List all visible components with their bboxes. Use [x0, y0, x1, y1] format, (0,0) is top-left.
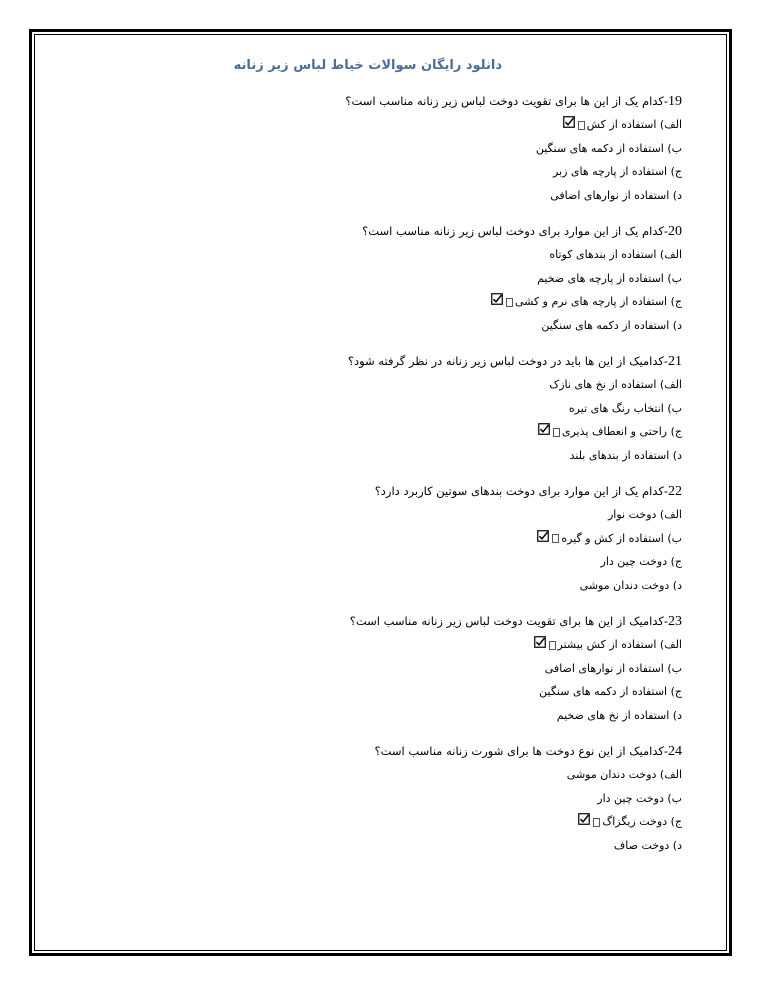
- checked-box-icon: [563, 113, 575, 137]
- question-block: [60, 740, 682, 857]
- answer-option: [60, 444, 682, 468]
- question-text: [60, 740, 682, 763]
- answer-option-label: ج) استفاده از پارچه های نرم و کشی: [514, 295, 682, 308]
- answer-option-label: ب) استفاده از پارچه های ضخیم: [537, 271, 682, 285]
- answer-option-label: د) استفاده از دکمه های سنگین: [541, 318, 682, 332]
- answer-option-label: الف) استفاده از کش: [586, 118, 682, 131]
- answer-option-label: الف) استفاده از بندهای کوتاه: [549, 248, 682, 261]
- answer-option-label: الف) دوخت نوار: [607, 508, 682, 521]
- answer-option: [60, 267, 682, 291]
- checked-box-icon: [537, 527, 549, 551]
- question-block: [60, 220, 682, 337]
- empty-box-glyph-icon: [552, 534, 559, 543]
- checked-box-icon: [491, 290, 503, 314]
- answer-option: [60, 243, 682, 267]
- answer-option-label: د) استفاده از بندهای بلند: [569, 448, 682, 462]
- empty-box-glyph-icon: [506, 298, 513, 307]
- question-block: [60, 350, 682, 467]
- question-number: 20: [668, 224, 682, 239]
- answer-option: [60, 160, 682, 184]
- question-label: کدامیک از این نوع دوخت ها برای شورت زنانه مناسب است؟: [374, 744, 664, 758]
- answer-option-label: ج) دوخت چین دار: [600, 555, 682, 568]
- answer-option-label: د) استفاده از نخ های ضخیم: [556, 708, 682, 722]
- question-label: کدام یک از این ها برای تقویت دوخت لباس زیر زنانه مناسب است؟: [345, 94, 664, 108]
- answer-option-label: الف) استفاده از کش بیشتر: [557, 638, 682, 651]
- question-separator: -: [663, 354, 668, 368]
- question-text: [60, 220, 682, 243]
- answer-option-label: ج) راحتی و انعطاف پذیری: [561, 425, 682, 438]
- answer-option: [60, 550, 682, 574]
- checked-box-icon: [578, 810, 590, 834]
- empty-box-glyph-icon: [578, 121, 585, 130]
- answer-option: [60, 420, 682, 444]
- answer-option-label: ب) دوخت چین دار: [597, 791, 682, 805]
- question-separator: -: [663, 744, 668, 758]
- answer-option: [60, 184, 682, 208]
- empty-box-glyph-icon: [549, 641, 556, 650]
- question-label: کدام یک از این موارد برای دوخت لباس زیر زنانه مناسب است؟: [362, 224, 664, 238]
- question-text: [60, 480, 682, 503]
- question-separator: -: [663, 484, 668, 498]
- answer-option: [60, 704, 682, 728]
- question-number: 19: [668, 94, 682, 109]
- answer-option-label: الف) دوخت دندان موشی: [566, 768, 682, 781]
- question-text: [60, 610, 682, 633]
- document-body: [60, 0, 682, 994]
- question-label: کدامیک از این ها باید در دوخت لباس زیر زنانه در نظر گرفته شود؟: [347, 354, 664, 368]
- question-separator: -: [663, 224, 668, 238]
- answer-option: [60, 503, 682, 527]
- answer-option: [60, 657, 682, 681]
- question-block: [60, 610, 682, 727]
- question-number: 24: [668, 744, 682, 759]
- question-text: [60, 90, 682, 113]
- question-number: 23: [668, 614, 682, 629]
- answer-option: [60, 834, 682, 858]
- answer-option-label: د) دوخت دندان موشی: [579, 578, 682, 592]
- answer-option-label: د) استفاده از نوارهای اضافی: [550, 188, 682, 202]
- question-separator: -: [663, 614, 668, 628]
- checked-box-icon: [538, 420, 550, 444]
- empty-box-glyph-icon: [553, 428, 560, 437]
- question-label: کدامیک از این ها برای تقویت دوخت لباس زیر زنانه مناسب است؟: [349, 614, 664, 628]
- answer-option-label: ب) استفاده از دکمه های سنگین: [535, 141, 682, 155]
- document-title: دانلود رایگان سوالات خیاط لباس زیر زنانه: [233, 58, 502, 73]
- answer-option-label: ج) استفاده از دکمه های سنگین: [539, 685, 682, 698]
- answer-option-label: ج) استفاده از پارچه های زبر: [552, 165, 682, 178]
- answer-option-label: ب) استفاده از کش و گیره: [561, 531, 682, 545]
- answer-option: [60, 527, 682, 551]
- answer-option-label: ب) استفاده از نوارهای اضافی: [544, 661, 682, 675]
- question-number: 21: [668, 354, 682, 369]
- question-label: کدام یک از این موارد برای دوخت بندهای سوتین کاربرد دارد؟: [374, 484, 664, 498]
- answer-option-label: ج) دوخت زیگزاگ: [602, 815, 682, 828]
- answer-option-label: ب) انتخاب رنگ های تیره: [568, 401, 682, 415]
- answer-option: [60, 373, 682, 397]
- answer-option: [60, 574, 682, 598]
- checked-box-icon: [534, 633, 546, 657]
- answer-option-label: د) دوخت صاف: [613, 838, 682, 852]
- answer-option-label: الف) استفاده از نخ های نازک: [549, 378, 682, 391]
- answer-option: [60, 763, 682, 787]
- question-block: [60, 90, 682, 207]
- answer-option: [60, 680, 682, 704]
- question-text: [60, 350, 682, 373]
- answer-option: [60, 397, 682, 421]
- answer-option: [60, 137, 682, 161]
- answer-option: [60, 113, 682, 137]
- question-number: 22: [668, 484, 682, 499]
- empty-box-glyph-icon: [593, 818, 600, 827]
- answer-option: [60, 810, 682, 834]
- question-separator: -: [663, 94, 668, 108]
- answer-option: [60, 787, 682, 811]
- question-block: [60, 480, 682, 597]
- answer-option: [60, 314, 682, 338]
- answer-option: [60, 290, 682, 314]
- answer-option: [60, 633, 682, 657]
